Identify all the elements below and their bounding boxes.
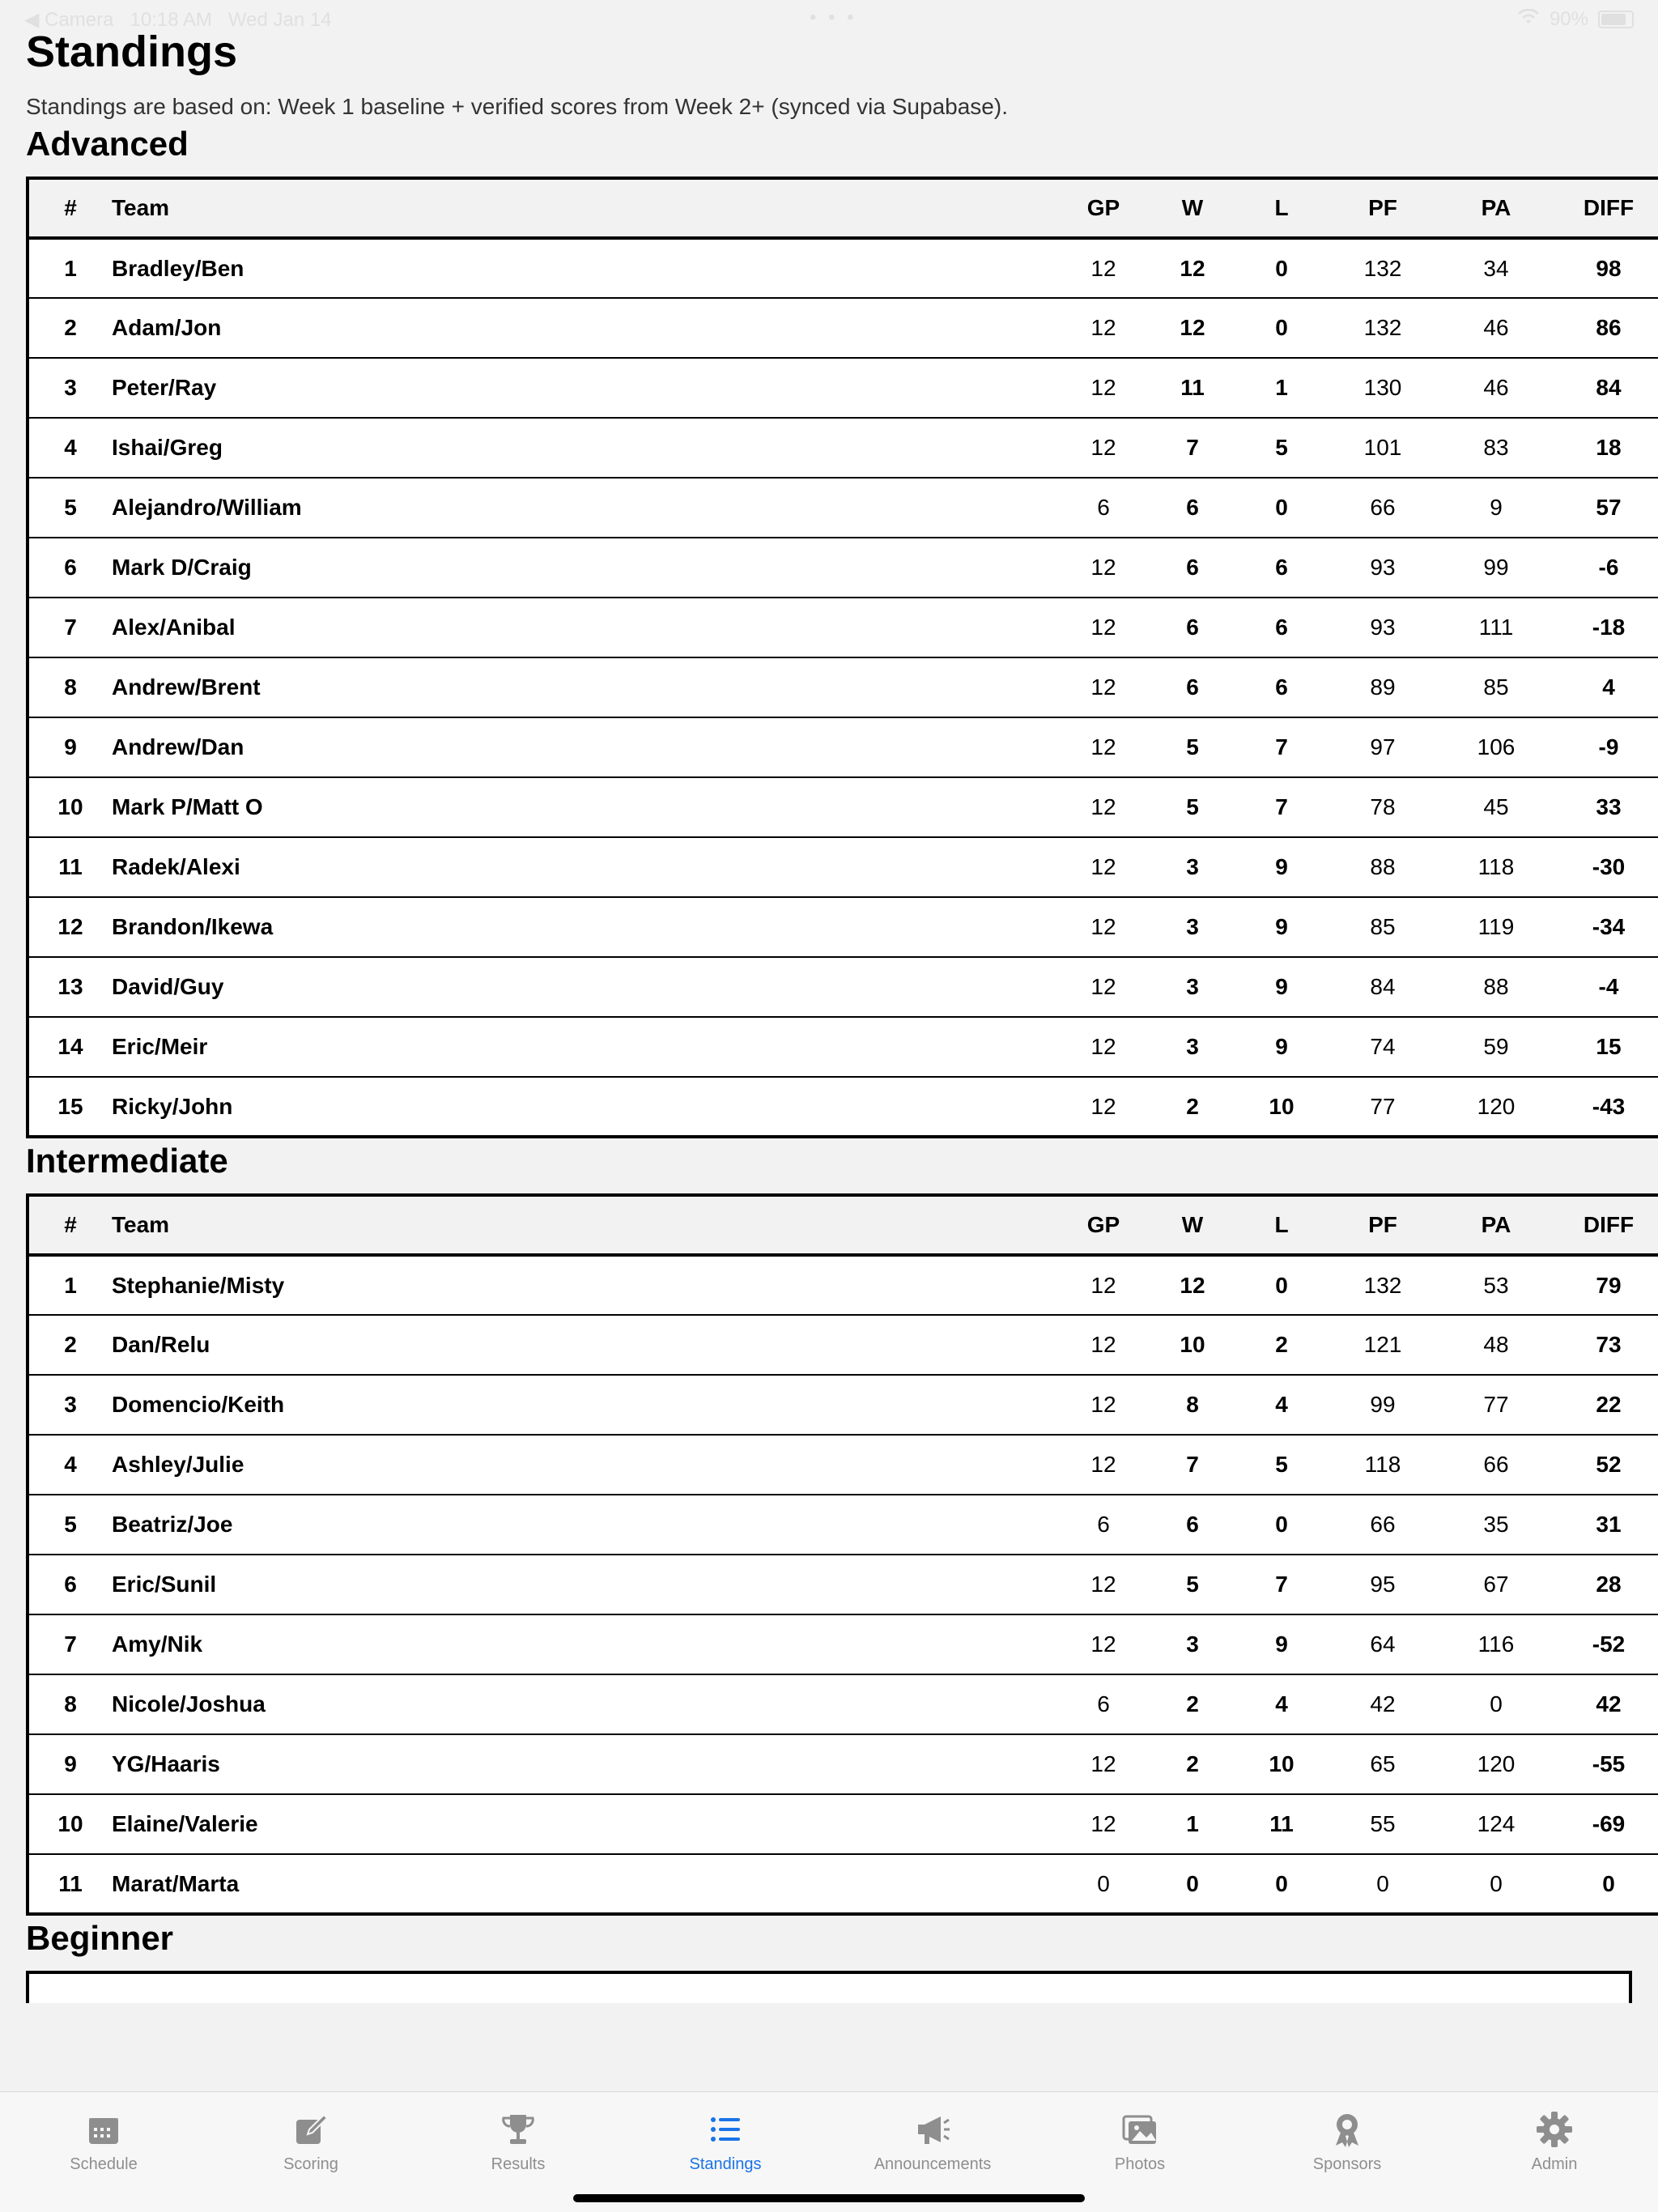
- row-w: 10: [1148, 1315, 1237, 1375]
- row-pa: 53: [1439, 1255, 1553, 1315]
- table-row: [28, 298, 1658, 358]
- row-team: Radek/Alexi: [112, 837, 1059, 897]
- row-gp: 12: [1059, 598, 1148, 657]
- tab-label: Photos: [1114, 2155, 1166, 2173]
- table-row: [28, 238, 1658, 298]
- page-title: Standings: [26, 28, 238, 76]
- row-diff: -6: [1553, 538, 1658, 598]
- row-pf: 66: [1326, 1495, 1439, 1555]
- row-diff: -9: [1553, 717, 1658, 777]
- row-pa: 88: [1439, 957, 1553, 1017]
- row-pa: 119: [1439, 897, 1553, 957]
- row-rank: 1: [28, 1255, 112, 1315]
- award-icon: [1328, 2110, 1367, 2149]
- tab-label: Sponsors: [1312, 2155, 1382, 2173]
- section-title-intermediate: Intermediate: [26, 1142, 228, 1180]
- row-gp: 6: [1059, 478, 1148, 538]
- col-l: L: [1237, 178, 1326, 238]
- row-pf: 118: [1326, 1435, 1439, 1495]
- row-diff: 73: [1553, 1315, 1658, 1375]
- row-l: 6: [1237, 538, 1326, 598]
- row-pf: 132: [1326, 298, 1439, 358]
- row-w: 3: [1148, 897, 1237, 957]
- row-w: 6: [1148, 657, 1237, 717]
- row-rank: 15: [57, 1093, 83, 1119]
- table-row: [28, 837, 1658, 897]
- row-gp: 12: [1059, 1315, 1148, 1375]
- row-pa: 46: [1439, 358, 1553, 418]
- row-rank: 11: [58, 1870, 83, 1896]
- row-rank: 4: [28, 1435, 112, 1495]
- row-pf: 84: [1326, 957, 1439, 1017]
- table-row: [28, 717, 1658, 777]
- row-l: 4: [1237, 1375, 1326, 1435]
- row-pf: 66: [1326, 478, 1439, 538]
- col-pf: PF: [1326, 1195, 1439, 1255]
- table-row: [28, 1614, 1658, 1674]
- section-title-advanced: Advanced: [26, 125, 189, 163]
- row-w: 3: [1148, 837, 1237, 897]
- table-row: [28, 418, 1658, 478]
- row-team: David/Guy: [112, 957, 1059, 1017]
- row-rank: 9: [28, 717, 112, 777]
- col-l: L: [1237, 1195, 1326, 1255]
- row-gp: 6: [1059, 1674, 1148, 1734]
- row-gp: 12: [1059, 1555, 1148, 1614]
- row-gp: 12: [1059, 1435, 1148, 1495]
- standings-table-advanced: [26, 177, 1658, 1138]
- row-w: 3: [1148, 1614, 1237, 1674]
- row-diff: -30: [1553, 837, 1658, 897]
- row-diff: -69: [1553, 1794, 1658, 1854]
- status-date: Wed Jan 14: [227, 9, 332, 31]
- row-pf: 121: [1326, 1315, 1439, 1375]
- row-team: Domencio/Keith: [112, 1375, 1059, 1435]
- row-pa: 0: [1490, 1870, 1503, 1896]
- row-gp: 12: [1059, 418, 1148, 478]
- col-pa: PA: [1439, 1195, 1553, 1255]
- row-gp: 0: [1097, 1870, 1110, 1896]
- row-pa: 120: [1439, 1734, 1553, 1794]
- row-diff: 42: [1553, 1674, 1658, 1734]
- row-w: 2: [1148, 1734, 1237, 1794]
- col-gp: GP: [1059, 178, 1148, 238]
- row-rank: 13: [28, 957, 112, 1017]
- row-w: 7: [1148, 1435, 1237, 1495]
- standings-table-intermediate: [26, 1193, 1658, 1916]
- row-l: 0: [1237, 298, 1326, 358]
- tab-label: Standings: [689, 2155, 762, 2173]
- row-w: 3: [1148, 957, 1237, 1017]
- row-pa: 77: [1439, 1375, 1553, 1435]
- row-team: Brandon/Ikewa: [112, 897, 1059, 957]
- row-diff: 22: [1553, 1375, 1658, 1435]
- tab-label: Announcements: [874, 2155, 992, 2173]
- row-pf: 132: [1326, 1255, 1439, 1315]
- table-row: [28, 1734, 1658, 1794]
- row-rank: 2: [28, 298, 112, 358]
- row-pa: 99: [1439, 538, 1553, 598]
- row-l: 10: [1269, 1093, 1295, 1119]
- row-w: 7: [1148, 418, 1237, 478]
- row-l: 7: [1237, 777, 1326, 837]
- col-diff: DIFF: [1553, 1195, 1658, 1255]
- row-gp: 12: [1059, 897, 1148, 957]
- col-rank: #: [28, 178, 112, 238]
- megaphone-icon: [913, 2110, 952, 2149]
- row-w: 6: [1148, 538, 1237, 598]
- row-team: Dan/Relu: [112, 1315, 1059, 1375]
- row-diff: 86: [1553, 298, 1658, 358]
- row-pa: 83: [1439, 418, 1553, 478]
- row-team: Mark P/Matt O: [112, 777, 1059, 837]
- row-l: 11: [1237, 1794, 1326, 1854]
- row-w: 5: [1148, 1555, 1237, 1614]
- row-l: 6: [1237, 598, 1326, 657]
- row-l: 9: [1237, 837, 1326, 897]
- row-diff: 52: [1553, 1435, 1658, 1495]
- row-rank: 3: [28, 358, 112, 418]
- photos-icon: [1120, 2110, 1159, 2149]
- row-l: 0: [1237, 1495, 1326, 1555]
- row-diff: 98: [1553, 238, 1658, 298]
- row-w: 1: [1148, 1794, 1237, 1854]
- table-row: [28, 1495, 1658, 1555]
- row-diff: 4: [1553, 657, 1658, 717]
- row-l: 9: [1237, 1017, 1326, 1077]
- row-w: 12: [1148, 238, 1237, 298]
- tab-label: Scoring: [283, 2155, 338, 2173]
- row-diff: 28: [1553, 1555, 1658, 1614]
- row-pf: 101: [1326, 418, 1439, 478]
- row-rank: 6: [28, 1555, 112, 1614]
- row-diff: -34: [1553, 897, 1658, 957]
- row-team: Peter/Ray: [112, 358, 1059, 418]
- row-team: YG/Haaris: [112, 1734, 1059, 1794]
- row-w: 2: [1186, 1093, 1199, 1119]
- row-pf: 55: [1326, 1794, 1439, 1854]
- pencil-icon: [291, 2110, 330, 2149]
- row-pf: 42: [1326, 1674, 1439, 1734]
- row-team: Ashley/Julie: [112, 1435, 1059, 1495]
- row-team: Amy/Nik: [112, 1614, 1059, 1674]
- tab-schedule[interactable]: [0, 2092, 207, 2212]
- standings-page: [26, 23, 1635, 2003]
- col-w: W: [1148, 1195, 1237, 1255]
- row-l: 9: [1237, 1614, 1326, 1674]
- table-row: [28, 538, 1658, 598]
- row-w: 2: [1148, 1674, 1237, 1734]
- row-pa: 46: [1439, 298, 1553, 358]
- row-gp: 12: [1059, 1255, 1148, 1315]
- row-team: Andrew/Dan: [112, 717, 1059, 777]
- row-gp: 12: [1059, 957, 1148, 1017]
- row-w: 5: [1148, 777, 1237, 837]
- row-gp: 12: [1059, 358, 1148, 418]
- row-pa: 48: [1439, 1315, 1553, 1375]
- row-gp: 12: [1059, 1017, 1148, 1077]
- row-team: Marat/Marta: [112, 1870, 240, 1896]
- row-pa: 111: [1439, 598, 1553, 657]
- table-row: [28, 358, 1658, 418]
- row-diff: 57: [1553, 478, 1658, 538]
- row-l: 0: [1237, 1255, 1326, 1315]
- row-pa: 59: [1439, 1017, 1553, 1077]
- row-w: 3: [1148, 1017, 1237, 1077]
- row-pf: 95: [1326, 1555, 1439, 1614]
- row-diff: 0: [1602, 1870, 1615, 1896]
- row-w: 6: [1148, 478, 1237, 538]
- row-rank: 1: [28, 238, 112, 298]
- row-diff: -55: [1553, 1734, 1658, 1794]
- standings-table-beginner: [26, 1971, 1632, 2003]
- col-pa: PA: [1439, 178, 1553, 238]
- row-gp: 12: [1059, 298, 1148, 358]
- row-pf: 74: [1326, 1017, 1439, 1077]
- tab-sponsors[interactable]: [1244, 2092, 1451, 2212]
- row-team: Alex/Anibal: [112, 598, 1059, 657]
- calendar-icon: [84, 2110, 123, 2149]
- row-pa: 9: [1439, 478, 1553, 538]
- row-pf: 93: [1326, 538, 1439, 598]
- row-rank: 8: [28, 657, 112, 717]
- row-w: 6: [1148, 598, 1237, 657]
- table-header: [28, 178, 1658, 238]
- col-diff: DIFF: [1553, 178, 1658, 238]
- row-gp: 12: [1059, 837, 1148, 897]
- table-row: [28, 1555, 1658, 1614]
- row-w: 5: [1148, 717, 1237, 777]
- row-diff: -43: [1592, 1093, 1626, 1119]
- row-gp: 12: [1059, 657, 1148, 717]
- row-team: Eric/Meir: [112, 1017, 1059, 1077]
- row-team: Adam/Jon: [112, 298, 1059, 358]
- row-l: 0: [1237, 238, 1326, 298]
- row-pa: 124: [1439, 1794, 1553, 1854]
- row-gp: 12: [1059, 1614, 1148, 1674]
- row-w: 11: [1148, 358, 1237, 418]
- table-row: [28, 1315, 1658, 1375]
- row-l: 10: [1237, 1734, 1326, 1794]
- col-rank: #: [28, 1195, 112, 1255]
- table-row: [28, 598, 1658, 657]
- row-pa: 34: [1439, 238, 1553, 298]
- row-w: 8: [1148, 1375, 1237, 1435]
- row-gp: 12: [1090, 1093, 1116, 1119]
- col-gp: GP: [1059, 1195, 1148, 1255]
- row-gp: 12: [1059, 1794, 1148, 1854]
- row-pf: 77: [1370, 1093, 1396, 1119]
- status-time: 10:18 AM: [130, 9, 212, 31]
- row-rank: 14: [28, 1017, 112, 1077]
- row-team: Stephanie/Misty: [112, 1255, 1059, 1315]
- row-team: Eric/Sunil: [112, 1555, 1059, 1614]
- row-pa: 45: [1439, 777, 1553, 837]
- row-diff: -4: [1553, 957, 1658, 1017]
- row-pf: 65: [1326, 1734, 1439, 1794]
- row-pa: 35: [1439, 1495, 1553, 1555]
- table-row: [28, 1255, 1658, 1315]
- battery-percent: 90%: [1549, 8, 1588, 30]
- row-pf: 89: [1326, 657, 1439, 717]
- table-row: [28, 1674, 1658, 1734]
- row-rank: 9: [28, 1734, 112, 1794]
- table-row: [28, 1435, 1658, 1495]
- home-indicator[interactable]: [573, 2194, 1085, 2202]
- row-l: 6: [1237, 657, 1326, 717]
- table-row: [28, 897, 1658, 957]
- table-row: [28, 777, 1658, 837]
- table-row: [28, 1794, 1658, 1854]
- row-w: 12: [1148, 1255, 1237, 1315]
- row-pf: 97: [1326, 717, 1439, 777]
- section-title-beginner: Beginner: [26, 1919, 174, 1957]
- row-pf: 85: [1326, 897, 1439, 957]
- row-diff: 15: [1553, 1017, 1658, 1077]
- row-l: 0: [1275, 1870, 1288, 1896]
- row-gp: 12: [1059, 238, 1148, 298]
- row-pa: 106: [1439, 717, 1553, 777]
- row-pa: 67: [1439, 1555, 1553, 1614]
- back-to-camera[interactable]: ◀ Camera: [24, 9, 114, 31]
- row-team: Nicole/Joshua: [112, 1674, 1059, 1734]
- row-diff: 84: [1553, 358, 1658, 418]
- table-header: [28, 1195, 1658, 1255]
- row-rank: 7: [28, 1614, 112, 1674]
- row-l: 1: [1237, 358, 1326, 418]
- col-team: Team: [112, 1195, 1059, 1255]
- multitasking-dots[interactable]: • • •: [810, 6, 857, 28]
- tab-label: Results: [491, 2155, 546, 2173]
- table-row: [28, 1854, 1658, 1914]
- row-team: Elaine/Valerie: [112, 1794, 1059, 1854]
- tab-scoring[interactable]: [207, 2092, 414, 2212]
- row-rank: 6: [28, 538, 112, 598]
- row-pf: 99: [1326, 1375, 1439, 1435]
- row-pf: 78: [1326, 777, 1439, 837]
- row-rank: 5: [28, 1495, 112, 1555]
- row-pf: 132: [1326, 238, 1439, 298]
- row-team: Beatriz/Joe: [112, 1495, 1059, 1555]
- row-team: Alejandro/William: [112, 478, 1059, 538]
- row-gp: 6: [1059, 1495, 1148, 1555]
- row-pa: 0: [1439, 1674, 1553, 1734]
- row-l: 7: [1237, 1555, 1326, 1614]
- tab-admin[interactable]: [1451, 2092, 1658, 2212]
- row-pa: 66: [1439, 1435, 1553, 1495]
- trophy-icon: [499, 2110, 538, 2149]
- row-gp: 12: [1059, 1375, 1148, 1435]
- row-rank: 4: [28, 418, 112, 478]
- table-row: [28, 957, 1658, 1017]
- table-row: [28, 478, 1658, 538]
- row-pf: 130: [1326, 358, 1439, 418]
- row-pa: 120: [1477, 1093, 1516, 1119]
- row-pf: 64: [1326, 1614, 1439, 1674]
- row-rank: 7: [28, 598, 112, 657]
- row-team: Ishai/Greg: [112, 418, 1059, 478]
- row-rank: 10: [28, 1794, 112, 1854]
- row-w: 12: [1148, 298, 1237, 358]
- row-diff: -52: [1553, 1614, 1658, 1674]
- row-team: Andrew/Brent: [112, 657, 1059, 717]
- row-l: 9: [1237, 957, 1326, 1017]
- row-pa: 85: [1439, 657, 1553, 717]
- row-pf: 88: [1326, 837, 1439, 897]
- row-rank: 5: [28, 478, 112, 538]
- row-rank: 8: [28, 1674, 112, 1734]
- col-pf: PF: [1326, 178, 1439, 238]
- table-row: [28, 1017, 1658, 1077]
- row-rank: 12: [28, 897, 112, 957]
- col-w: W: [1148, 178, 1237, 238]
- tab-label: Admin: [1531, 2155, 1578, 2173]
- row-l: 5: [1237, 418, 1326, 478]
- row-pa: 116: [1439, 1614, 1553, 1674]
- list-icon: [706, 2110, 745, 2149]
- row-pf: 93: [1326, 598, 1439, 657]
- row-w: 0: [1186, 1870, 1199, 1896]
- page-subtitle: Standings are based on: Week 1 baseline + verified scores from Week 2+ (synced via Supabase).: [26, 94, 1008, 119]
- row-diff: 79: [1553, 1255, 1658, 1315]
- row-l: 0: [1237, 478, 1326, 538]
- row-diff: 31: [1553, 1495, 1658, 1555]
- row-diff: -18: [1553, 598, 1658, 657]
- row-diff: 33: [1553, 777, 1658, 837]
- row-pa: 118: [1439, 837, 1553, 897]
- row-l: 5: [1237, 1435, 1326, 1495]
- row-pf: 0: [1376, 1870, 1389, 1896]
- row-gp: 12: [1059, 538, 1148, 598]
- row-team: Ricky/John: [112, 1093, 233, 1119]
- row-gp: 12: [1059, 717, 1148, 777]
- table-row: [28, 1077, 1658, 1137]
- row-team: Bradley/Ben: [112, 238, 1059, 298]
- gear-icon: [1535, 2110, 1574, 2149]
- col-team: Team: [112, 178, 1059, 238]
- row-rank: 2: [28, 1315, 112, 1375]
- table-row: [28, 657, 1658, 717]
- row-l: 2: [1237, 1315, 1326, 1375]
- row-team: Mark D/Craig: [112, 538, 1059, 598]
- table-row: [28, 1375, 1658, 1435]
- row-gp: 12: [1059, 1734, 1148, 1794]
- row-l: 9: [1237, 897, 1326, 957]
- row-rank: 11: [28, 837, 112, 897]
- row-diff: 18: [1553, 418, 1658, 478]
- row-l: 4: [1237, 1674, 1326, 1734]
- row-gp: 12: [1059, 777, 1148, 837]
- row-l: 7: [1237, 717, 1326, 777]
- row-rank: 10: [28, 777, 112, 837]
- tab-label: Schedule: [70, 2155, 138, 2173]
- row-w: 6: [1148, 1495, 1237, 1555]
- row-rank: 3: [28, 1375, 112, 1435]
